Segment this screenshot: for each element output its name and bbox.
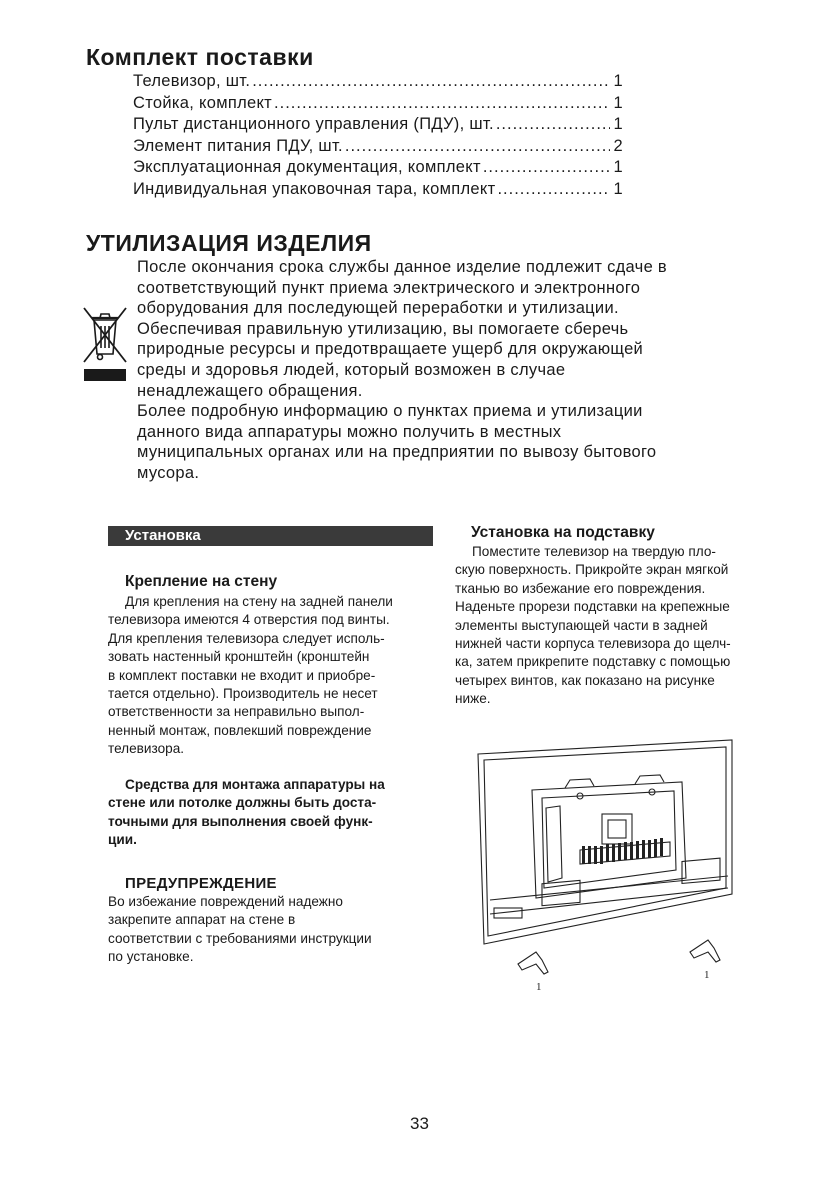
kit-item-qty: 1 [613, 72, 623, 90]
text-line: муниципальных органах или на предприятии по вывозу бытового [137, 443, 657, 462]
warning-title: ПРЕДУПРЕЖДЕНИЕ [125, 875, 277, 892]
kit-item-label: Индивидуальная упаковочная тара, комплект [133, 179, 496, 198]
leader-dots [483, 157, 610, 179]
text-line: закрепите аппарат на стене в [108, 912, 296, 928]
text-line: в комплект поставки не входит и приобре- [108, 667, 376, 683]
leader-dots [345, 136, 610, 158]
kit-item-label: Пульт дистанционного управления (ПДУ), шт. [133, 115, 494, 134]
section-bar-installation: Установка [108, 526, 433, 546]
text-line: тканью во избежание его повреждения. [455, 580, 706, 596]
page-number: 33 [410, 1114, 429, 1133]
text-line: четырех винтов, как показано на рисунке [455, 672, 715, 688]
text-line: ненадлежащего обращения. [137, 381, 363, 400]
kit-item-label: Телевизор, шт. [133, 72, 251, 90]
stand-mount-text [455, 543, 731, 709]
text-line: Поместите телевизор на твердую пло- [472, 544, 716, 559]
kit-item-qty: 2 [613, 136, 623, 155]
text-line: нижней части корпуса телевизора до щелч- [455, 636, 731, 652]
kit-item [133, 136, 623, 158]
mounting-note-first-line [125, 776, 385, 794]
right-stand-label: 1 [704, 969, 710, 981]
leader-dots [252, 71, 609, 93]
text-line: После окончания срока службы данное изделие подлежит сдаче в [137, 258, 667, 276]
text-line: телевизора имеются 4 отверстия под винты. [108, 612, 390, 628]
text-line: соответствующий пункт приема электрического и электронного [137, 278, 641, 297]
stand-mount-title: Установка на подставку [471, 524, 655, 541]
text-line: мусора. [137, 463, 200, 482]
text-line: среды и здоровья людей, который возможен в случае [137, 360, 566, 379]
kit-item-qty: 1 [613, 93, 623, 112]
kit-item-qty: 1 [613, 179, 623, 198]
kit-title: Комплект поставки [86, 44, 314, 70]
crossed-out-wheelie-bin-icon [80, 306, 130, 382]
kit-item [133, 179, 623, 201]
text-line: ответственности за неправильно выпол- [108, 704, 365, 720]
kit-item-qty: 1 [613, 158, 623, 177]
text-line: по установке. [108, 949, 194, 965]
text-line: Во избежание повреждений надежно [108, 894, 343, 909]
text-line: зовать настенный кронштейн (кронштейн [108, 649, 370, 665]
text-line: Наденьте прорези подставки на крепежные [455, 599, 730, 615]
kit-item-label: Стойка, комплект [133, 93, 273, 112]
kit-item-label: Элемент питания ПДУ, шт. [133, 136, 343, 155]
kit-item-qty: 1 [613, 115, 623, 134]
kit-item [133, 157, 623, 179]
text-line: оборудования для последующей переработки и утилизации. [137, 299, 619, 318]
disposal-paragraph-2 [137, 401, 757, 483]
kit-item [133, 93, 623, 115]
disposal-paragraph-1 [137, 257, 757, 401]
text-line: ненный монтаж, повлекший повреждение [108, 722, 372, 738]
left-stand-label: 1 [536, 981, 542, 993]
kit-item-label: Эксплуатационная документация, комплект [133, 158, 481, 177]
text-line: Для крепления телевизора следует исполь- [108, 630, 385, 646]
text-line: природные ресурсы и предотвращаете ущерб для окружающей [137, 340, 644, 359]
text-line: элементы выступающей части в задней [455, 617, 708, 633]
text-line: Для крепления на стену на задней панели [125, 594, 393, 609]
text-line: телевизора. [108, 741, 185, 757]
text-line: Более подробную информацию о пунктах приема и утилизации [137, 402, 643, 420]
kit-item [133, 114, 623, 136]
text-line: ции. [108, 832, 137, 848]
text-line: стене или потолке должны быть доста- [108, 795, 377, 811]
text-line: данного вида аппаратуры можно получить в местных [137, 422, 562, 441]
text-line: соответствии с требованиями инструкции [108, 930, 372, 946]
text-line: Средства для монтажа аппаратуры на [125, 777, 385, 792]
disposal-title: УТИЛИЗАЦИЯ ИЗДЕЛИЯ [86, 230, 372, 256]
wall-mount-text [108, 593, 393, 759]
text-line: скую поверхность. Прикройте экран мягкой [455, 562, 729, 578]
text-line: Обеспечивая правильную утилизацию, вы помогаете сберечь [137, 319, 629, 338]
text-line: тается отдельно). Производитель не несет [108, 686, 378, 702]
wall-mount-title: Крепление на стену [125, 573, 278, 590]
text-line: ниже. [455, 691, 491, 707]
tv-rear-stand-illustration [470, 738, 746, 998]
kit-list [133, 71, 623, 201]
kit-item [133, 71, 623, 93]
leader-dots [274, 93, 609, 115]
text-line: ка, затем прикрепите подставку с помощью [455, 654, 731, 670]
leader-dots [496, 114, 610, 136]
leader-dots [497, 179, 609, 201]
text-line: точными для выполнения своей функ- [108, 813, 373, 829]
warning-text [108, 893, 372, 967]
